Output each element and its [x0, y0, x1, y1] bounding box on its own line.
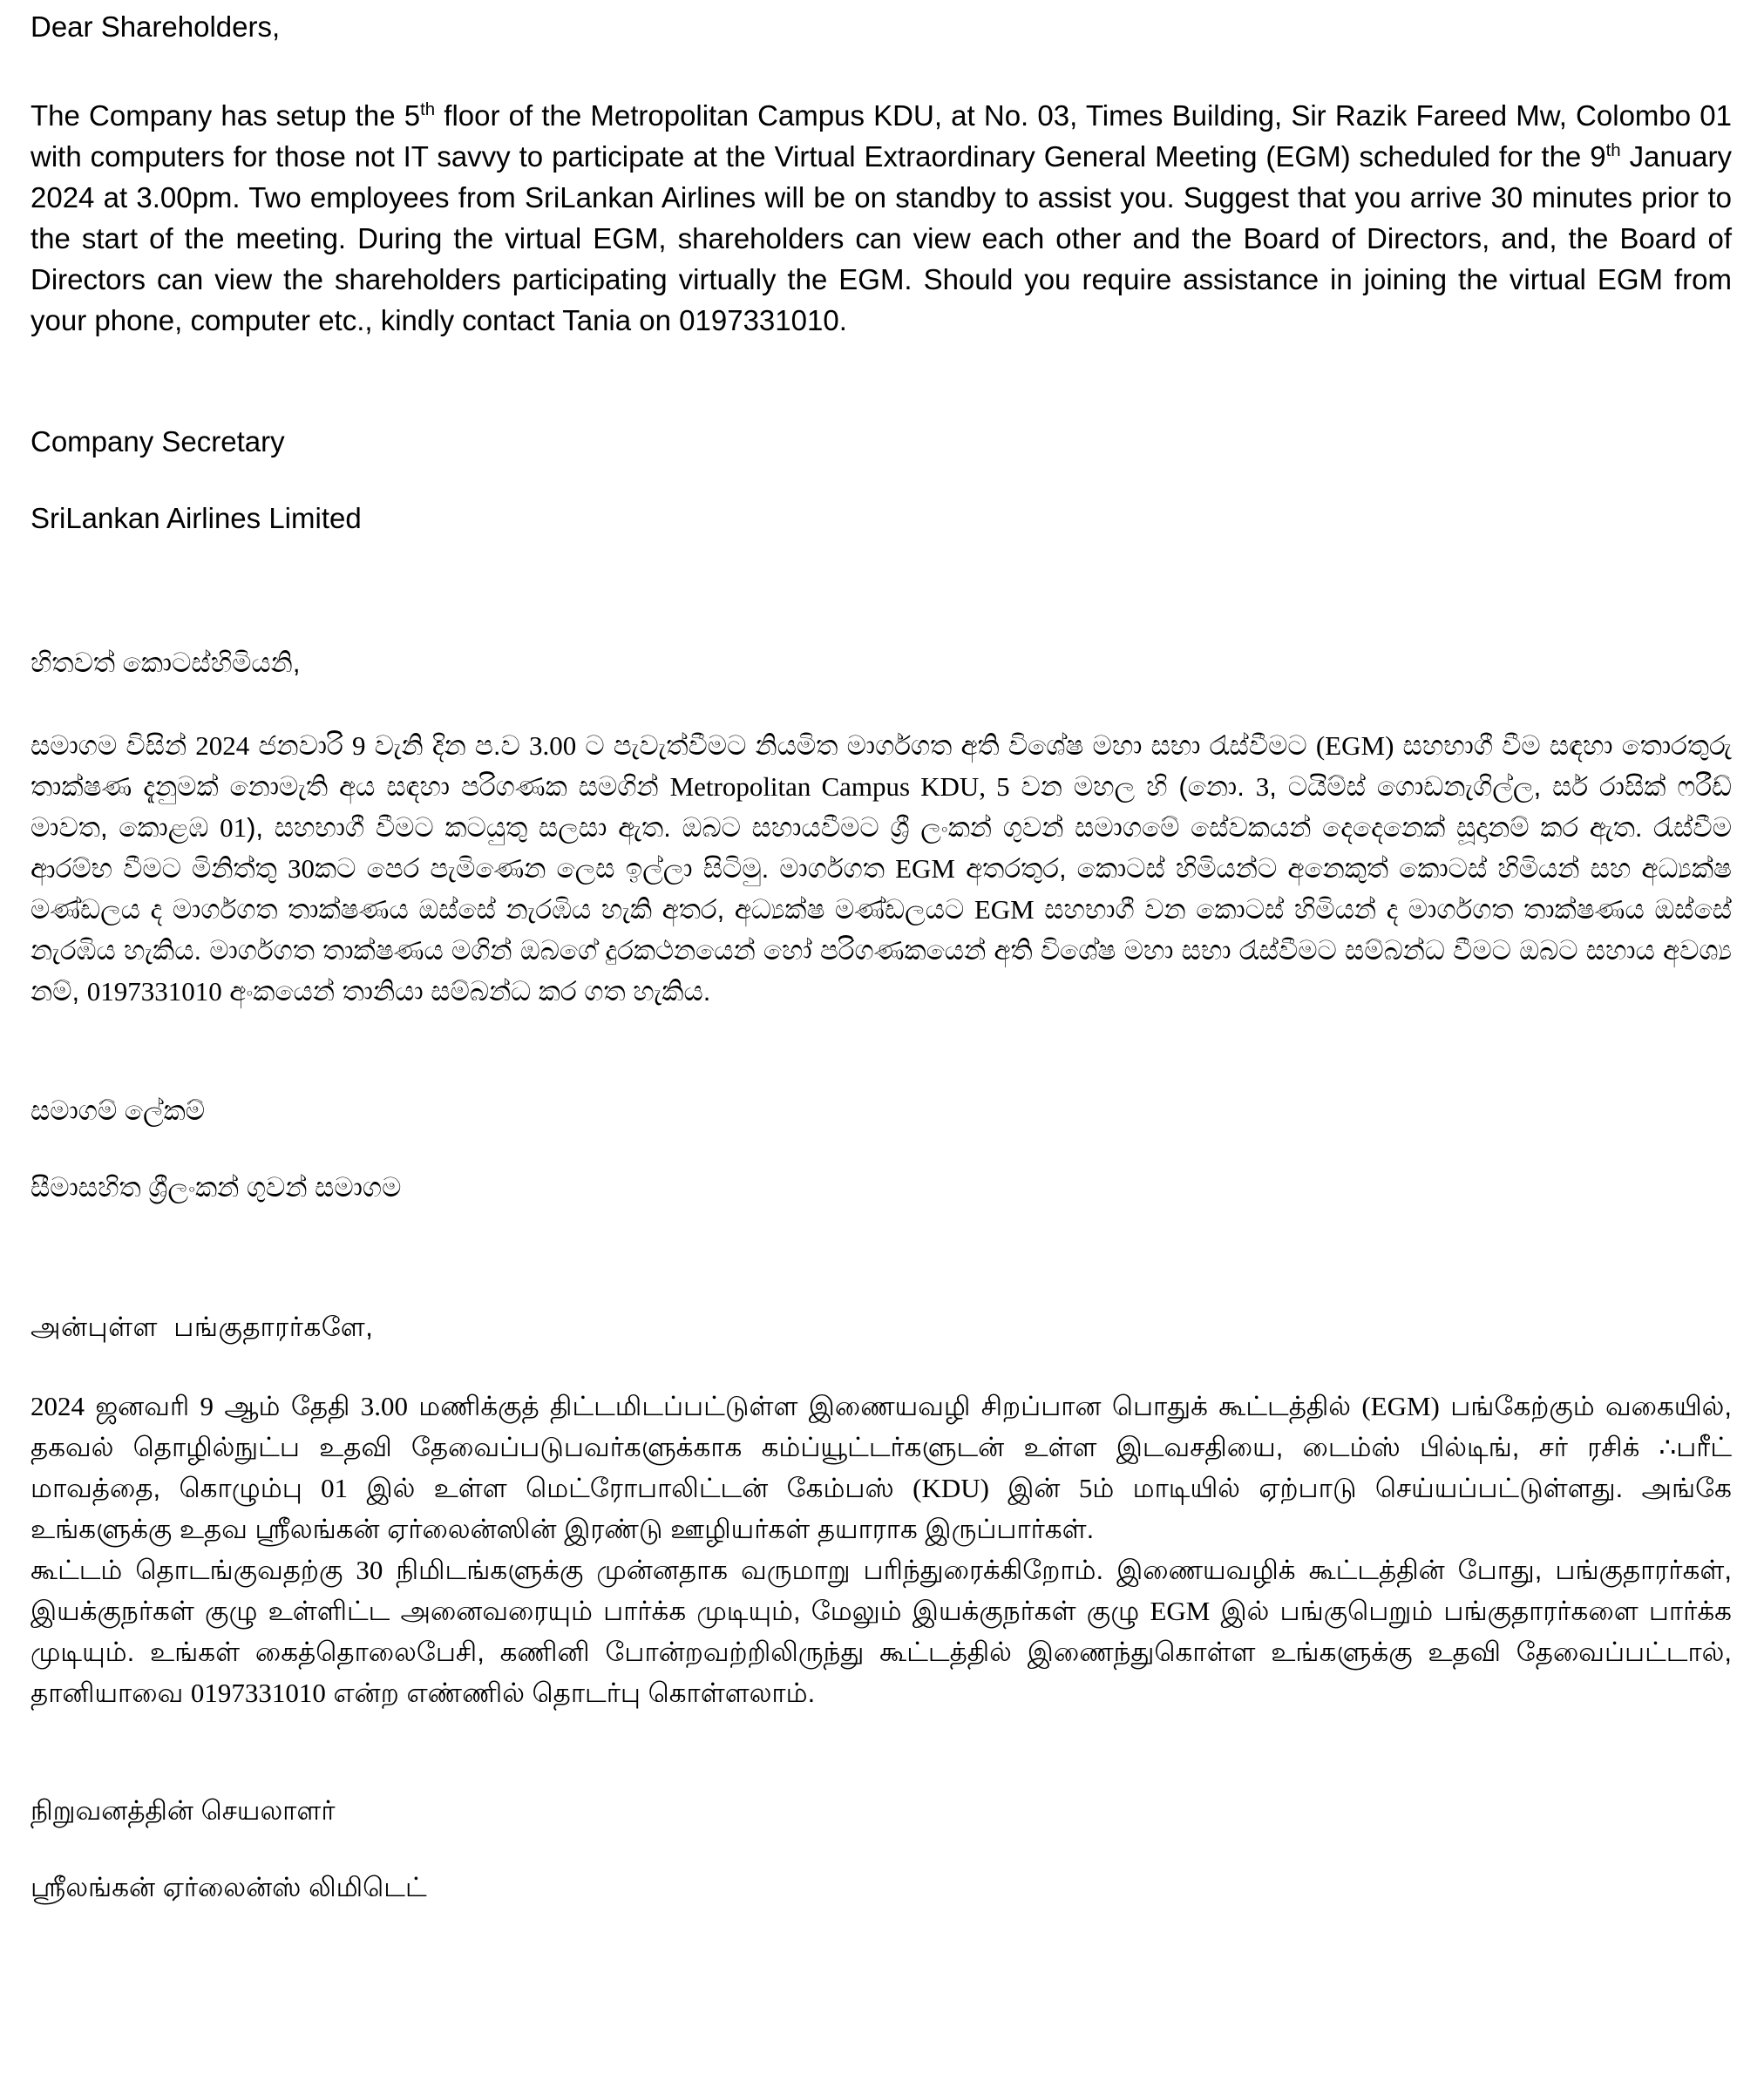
tamil-time-300: 3.00	[360, 1391, 408, 1421]
english-signature-company: SriLankan Airlines Limited	[31, 502, 362, 534]
english-ordinal-suffix-date: th	[1605, 140, 1621, 160]
sinhala-body-seg-7: , ටයිම්ස් ගොඩනැගිල්ල, සර් රාසික් ෆරීඩ් මාවත, කොළඹ	[31, 771, 1733, 843]
document-content	[31, 12, 1732, 1945]
tamil-year-2024: 2024	[31, 1391, 85, 1421]
sinhala-signature-title: සමාගම් ලේකම්	[31, 1095, 206, 1126]
sinhala-year-2024: 2024	[195, 730, 250, 761]
tamil-day-9: 9	[200, 1391, 214, 1421]
sinhala-body-seg-8: ), සහභාගී වීමට කටයුතු සලසා ඇත. ඔබට සහායවීමට ශ්‍රී ලංකන් ගුවන් සමාගමේ සේවකයන් දෙදෙනෙක් සූදානම් කර ඇත. රැස්වීම ආරම්භ වීමට මිනිත්තු	[31, 812, 1732, 884]
sinhala-signature-block	[31, 1054, 1732, 1245]
sinhala-day-9: 9	[351, 730, 366, 761]
sinhala-body-seg-12: අංකයෙන් තානියා සම්බන්ධ කර ගත හැකිය.	[221, 976, 711, 1007]
sinhala-section	[31, 649, 1732, 1245]
english-body-paragraph	[31, 95, 1732, 341]
tamil-egm-abbrev-1: (EGM)	[1361, 1391, 1440, 1421]
tamil-body-seg-9: நிமிடங்களுக்கு முன்னதாக வருமாறு பரிந்துரைக்கிறோம். இணையவழிக் கூட்டத்தின் போது, பங்குதாரர்கள், இயக்குநர்கள் குழு உள்ளிட்ட அனைவரையும் பார்க்க முடியும், மேலும் இயக்குநர்கள் குழு	[31, 1555, 1732, 1626]
tamil-signature-block	[31, 1753, 1732, 1945]
sinhala-contact-number: 0197331010	[86, 976, 222, 1007]
english-body-part-1: The Company has setup the 5	[31, 99, 421, 132]
tamil-section	[31, 1313, 1732, 1945]
sinhala-body-seg-11: සහභාගී වන කොටස් හිමියන් ද මාර්ගගත තාක්ෂණය ඔස්සේ නැරඹිය හැකිය. මාර්ගගත තාක්ෂණය මගින් ඔබගේ දුරකථනයෙන් හෝ පරිගණකයෙන් අති විශේෂ මහා සභා රැස්වීමට සම්බන්ධ වීමට ඔබට සහාය අවශ්‍ය නම්,	[31, 894, 1732, 1007]
tamil-greeting: அன்புள்ள பங்குதாரர்களே,	[31, 1312, 374, 1342]
english-body-part-3: January 2024 at 3.00pm. Two employees from SriLankan Airlines will be on standby to assist you. Suggest that you arrive 30 minutes prior to the start of the meeting. During the virtual EGM, shareholders can view each other and the Board of Directors, and, the Board of Directors can view the shareholders participating virtually the EGM. Should you require assistance in joining the virtual EGM from your phone, computer etc., kindly contact Tania on 0197331010.	[31, 140, 1732, 336]
english-body-part-2: floor of the Metropolitan Campus KDU, at No. 03, Times Building, Sir Razik Fareed Mw, Colombo 01 with computers for those not IT savvy to participate at the Virtual Extraordinary General Meeting (EGM) scheduled for the 9	[31, 99, 1732, 173]
sinhala-body-seg-3: වැනි දින ප.ව	[365, 730, 529, 761]
sinhala-venue-name: Metropolitan Campus KDU, 5	[669, 771, 1010, 802]
sinhala-minutes-30: 30	[287, 853, 315, 884]
english-greeting: Dear Shareholders,	[31, 10, 281, 43]
sinhala-body-seg-5: සහභාගී වීම සඳහා තොරතුරු තාක්ෂණ දැනුමක් නොමැති අය සඳහා පරිගණක සමගින්	[31, 730, 1732, 802]
sinhala-body-seg-4: ට පැවැත්වීමට නියමිත මාර්ගගත අති විශේෂ මහා සභා රැස්වීමට	[576, 730, 1316, 761]
english-ordinal-suffix-floor: th	[420, 99, 436, 119]
tamil-body-seg-2: ஆம் தேதி	[214, 1391, 361, 1421]
tamil-body-seg-8: கூட்டம் தொடங்குவதற்கு	[31, 1555, 356, 1585]
sinhala-body-seg-9: කට පෙර පැමිණෙන ලෙස ඉල්ලා සිටිමු. මාර්ගගත	[314, 853, 896, 884]
sinhala-time-300: 3.00	[528, 730, 577, 761]
sinhala-address-no: 3	[1255, 771, 1270, 802]
sinhala-signature-company: සීමාසහිත ශ්‍රීලංකන් ගුවන් සමාගම	[31, 1172, 402, 1203]
tamil-kdu-abbrev: (KDU)	[913, 1473, 989, 1503]
sinhala-greeting: හිතවත් කොටස්හිමියනි,	[31, 647, 301, 678]
tamil-colombo-01: 01	[321, 1473, 349, 1503]
english-signature-title: Company Secretary	[31, 425, 285, 458]
sinhala-body-seg-2: ජනවාරි	[249, 730, 352, 761]
tamil-body-seg-4: பங்கேற்கும் வகையில், தகவல் தொழில்நுட்ப உதவி தேவைப்படுபவர்களுக்காக கம்ப்யூட்டர்களுடன் உள்ள இடவசதியை, டைம்ஸ் பில்டிங், சர் ரசிக் ∴பரீட் மாவத்தை, கொழும்பு	[31, 1391, 1732, 1503]
tamil-body-seg-5: இல் உள்ள மெட்ரோபாலிட்டன் கேம்பஸ்	[348, 1473, 913, 1503]
tamil-body-paragraph-1	[31, 1386, 1732, 1549]
english-signature-block	[31, 384, 1732, 576]
sinhala-egm-abbrev-3: EGM	[974, 894, 1035, 925]
tamil-body-seg-6: இன்	[988, 1473, 1079, 1503]
sinhala-egm-abbrev-2: EGM	[895, 853, 955, 884]
sinhala-colombo-01: 01	[220, 812, 248, 843]
tamil-minutes-30: 30	[356, 1555, 383, 1585]
sinhala-body-seg-1: සමාගම විසින්	[31, 730, 196, 761]
english-section	[31, 12, 1732, 576]
sinhala-body-paragraph	[31, 725, 1732, 1012]
tamil-body-paragraph-2	[31, 1549, 1732, 1713]
tamil-floor-5: 5	[1078, 1473, 1093, 1503]
tamil-body-seg-3: மணிக்குத் திட்டமிடப்பட்டுள்ள இணையவழி சிறப்பான பொதுக் கூட்டத்தில்	[407, 1391, 1362, 1421]
sinhala-body-seg-6: වන මහල හි (නො.	[1009, 771, 1256, 802]
sinhala-body-seg-10: අතරතුර, කොටස් හිමියන්ට අනෙකුත් කොටස් හිමියන් සහ අධ්‍යක්ෂ මණ්ඩලය ද මාර්ගගත තාක්ෂණය ඔස්සේ නැරඹිය හැකි අතර, අධ්‍යක්ෂ මණ්ඩලයට	[31, 853, 1732, 925]
sinhala-egm-abbrev-1: (EGM)	[1315, 730, 1394, 761]
tamil-egm-abbrev-2: EGM	[1150, 1596, 1211, 1626]
tamil-body-seg-1: ஜனவரி	[85, 1391, 200, 1421]
tamil-body-seg-11: என்ற எண்ணில் தொடர்பு கொள்ளலாம்.	[325, 1678, 816, 1708]
tamil-signature-company: ஸ்ரீலங்கன் ஏர்லைன்ஸ் லிமிடெட்	[31, 1872, 427, 1902]
tamil-contact-number: 0197331010	[190, 1678, 326, 1708]
tamil-signature-title: நிறுவனத்தின் செயலாளர்	[31, 1795, 336, 1826]
tamil-body-seg-10: இல் பங்குபெறும் பங்குதாரர்களை பார்க்க முடியும். உங்கள் கைத்தொலைபேசி, கணினி போன்றவற்றிலிருந்து கூட்டத்தில் இணைந்துகொள்ள உங்களுக்கு உதவி தேவைப்பட்டால், தானியாவை	[31, 1596, 1732, 1708]
tamil-body-seg-7: ம் மாடியில் ஏற்பாடு செய்யப்பட்டுள்ளது. அங்கே உங்களுக்கு உதவ ஸ்ரீலங்கன் ஏர்லைன்ஸின் இரண்டு ஊழியர்கள் தயாராக இருப்பார்கள்.	[31, 1473, 1732, 1544]
